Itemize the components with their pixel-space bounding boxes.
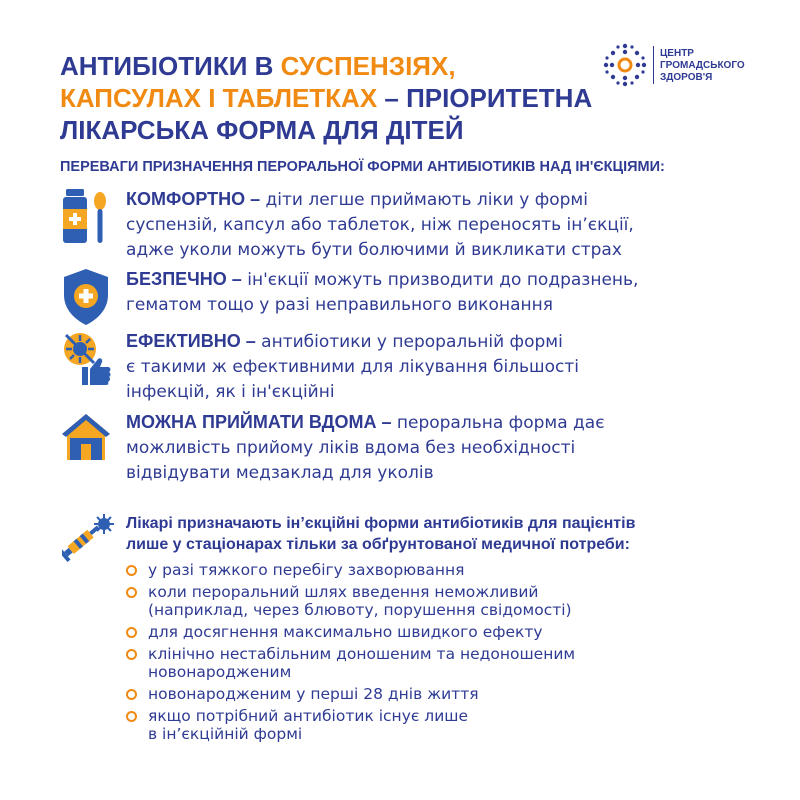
shield-cross-icon [60,267,112,327]
logo-line-1: ЦЕНТР [660,48,694,59]
logo-mark-icon [602,42,648,88]
bullet-circle-icon [126,711,137,722]
benefit-effective-line2: є такими ж ефективними для лікування більшості [126,357,579,377]
title-highlight-2: КАПСУЛАХ І ТАБЛЕТКАХ [60,83,378,113]
list-item: для досягнення максимально швидкого ефекту [126,623,766,641]
list-item: коли пероральний шлях введення неможливий (наприклад, через блювоту, порушення свідомості) [126,583,766,619]
title-part1: АНТИБІОТИКИ В [60,51,281,81]
list-item: у разі тяжкого перебігу захворювання [126,561,766,579]
title-part4: – ПРІОРИТЕТНА [377,83,593,113]
list-item: новонародженим у перші 28 днів життя [126,685,766,703]
bullet-circle-icon [126,689,137,700]
title-part5: ЛІКАРСЬКА ФОРМА ДЛЯ ДІТЕЙ [60,115,464,145]
house-icon [60,410,112,470]
logo-line-2: ГРОМАДСЬКОГО [660,60,745,71]
benefit-effective-line1: антибіотики у пероральній формі [255,332,563,352]
injection-heading-line2: лише у стаціонарах тільки за обґрунтованої медичної потреби: [126,536,630,553]
virus-thumbs-up-icon [60,329,112,389]
bullet-circle-icon [126,627,137,638]
benefit-safe-text [126,267,746,318]
bullet-circle-icon [126,587,137,598]
title-highlight-1: СУСПЕНЗІЯХ, [280,51,456,81]
logo-text [660,48,752,84]
logo [602,42,752,88]
benefit-at-home-line2: можливість прийому ліків вдома без необхідності [126,438,576,458]
bullet-circle-icon [126,649,137,660]
benefit-safe-line1: ін'єкції можуть призводити до подразнень, [241,270,639,290]
benefit-safe-line2: гематом тощо у разі неправильного виконання [126,295,553,315]
syringe-virus-icon [62,512,116,562]
benefit-comfort-heading: КОМФОРТНО – [126,189,261,209]
benefit-at-home-heading: МОЖНА ПРИЙМАТИ ВДОМА – [126,412,392,432]
benefit-safe-heading: БЕЗПЕЧНО – [126,269,242,289]
benefit-comfort-line2: суспензій, капсул або таблеток, ніж переносять ін’єкції, [126,215,634,235]
logo-divider [653,46,654,84]
page-title [60,50,600,146]
benefit-effective-text [126,329,746,405]
benefit-at-home-line1: пероральна форма дає [391,413,605,433]
benefit-at-home-line3: відвідувати медзаклад для уколів [126,463,434,483]
injection-conditions-list [126,561,766,747]
logo-line-3: ЗДОРОВ'Я [660,72,713,83]
benefit-comfort-text [126,187,746,263]
injection-heading [126,513,766,555]
injection-heading-line1: Лікарі призначають ін’єкційні форми антибіотиків для пацієнтів [126,515,636,532]
list-item: клінічно нестабільним доношеним та недоношеним новонародженим [126,645,766,681]
benefit-comfort-line1: діти легше приймають ліки у формі [260,190,588,210]
benefit-comfort-line3: адже уколи можуть бути болючими й викликати страх [126,240,622,260]
benefits-subtitle: ПЕРЕВАГИ ПРИЗНАЧЕННЯ ПЕРОРАЛЬНОЇ ФОРМИ АНТИБІОТИКІВ НАД ІН'ЄКЦІЯМИ: [60,159,665,175]
list-item: якщо потрібний антибіотик існує лише в ін’єкційній формі [126,707,766,743]
benefit-effective-line3: інфекцій, як і ін'єкційні [126,382,335,402]
medicine-bottle-spoon-icon [60,187,112,247]
benefit-at-home-text [126,410,746,486]
benefit-effective-heading: ЕФЕКТИВНО – [126,331,256,351]
bullet-circle-icon [126,565,137,576]
